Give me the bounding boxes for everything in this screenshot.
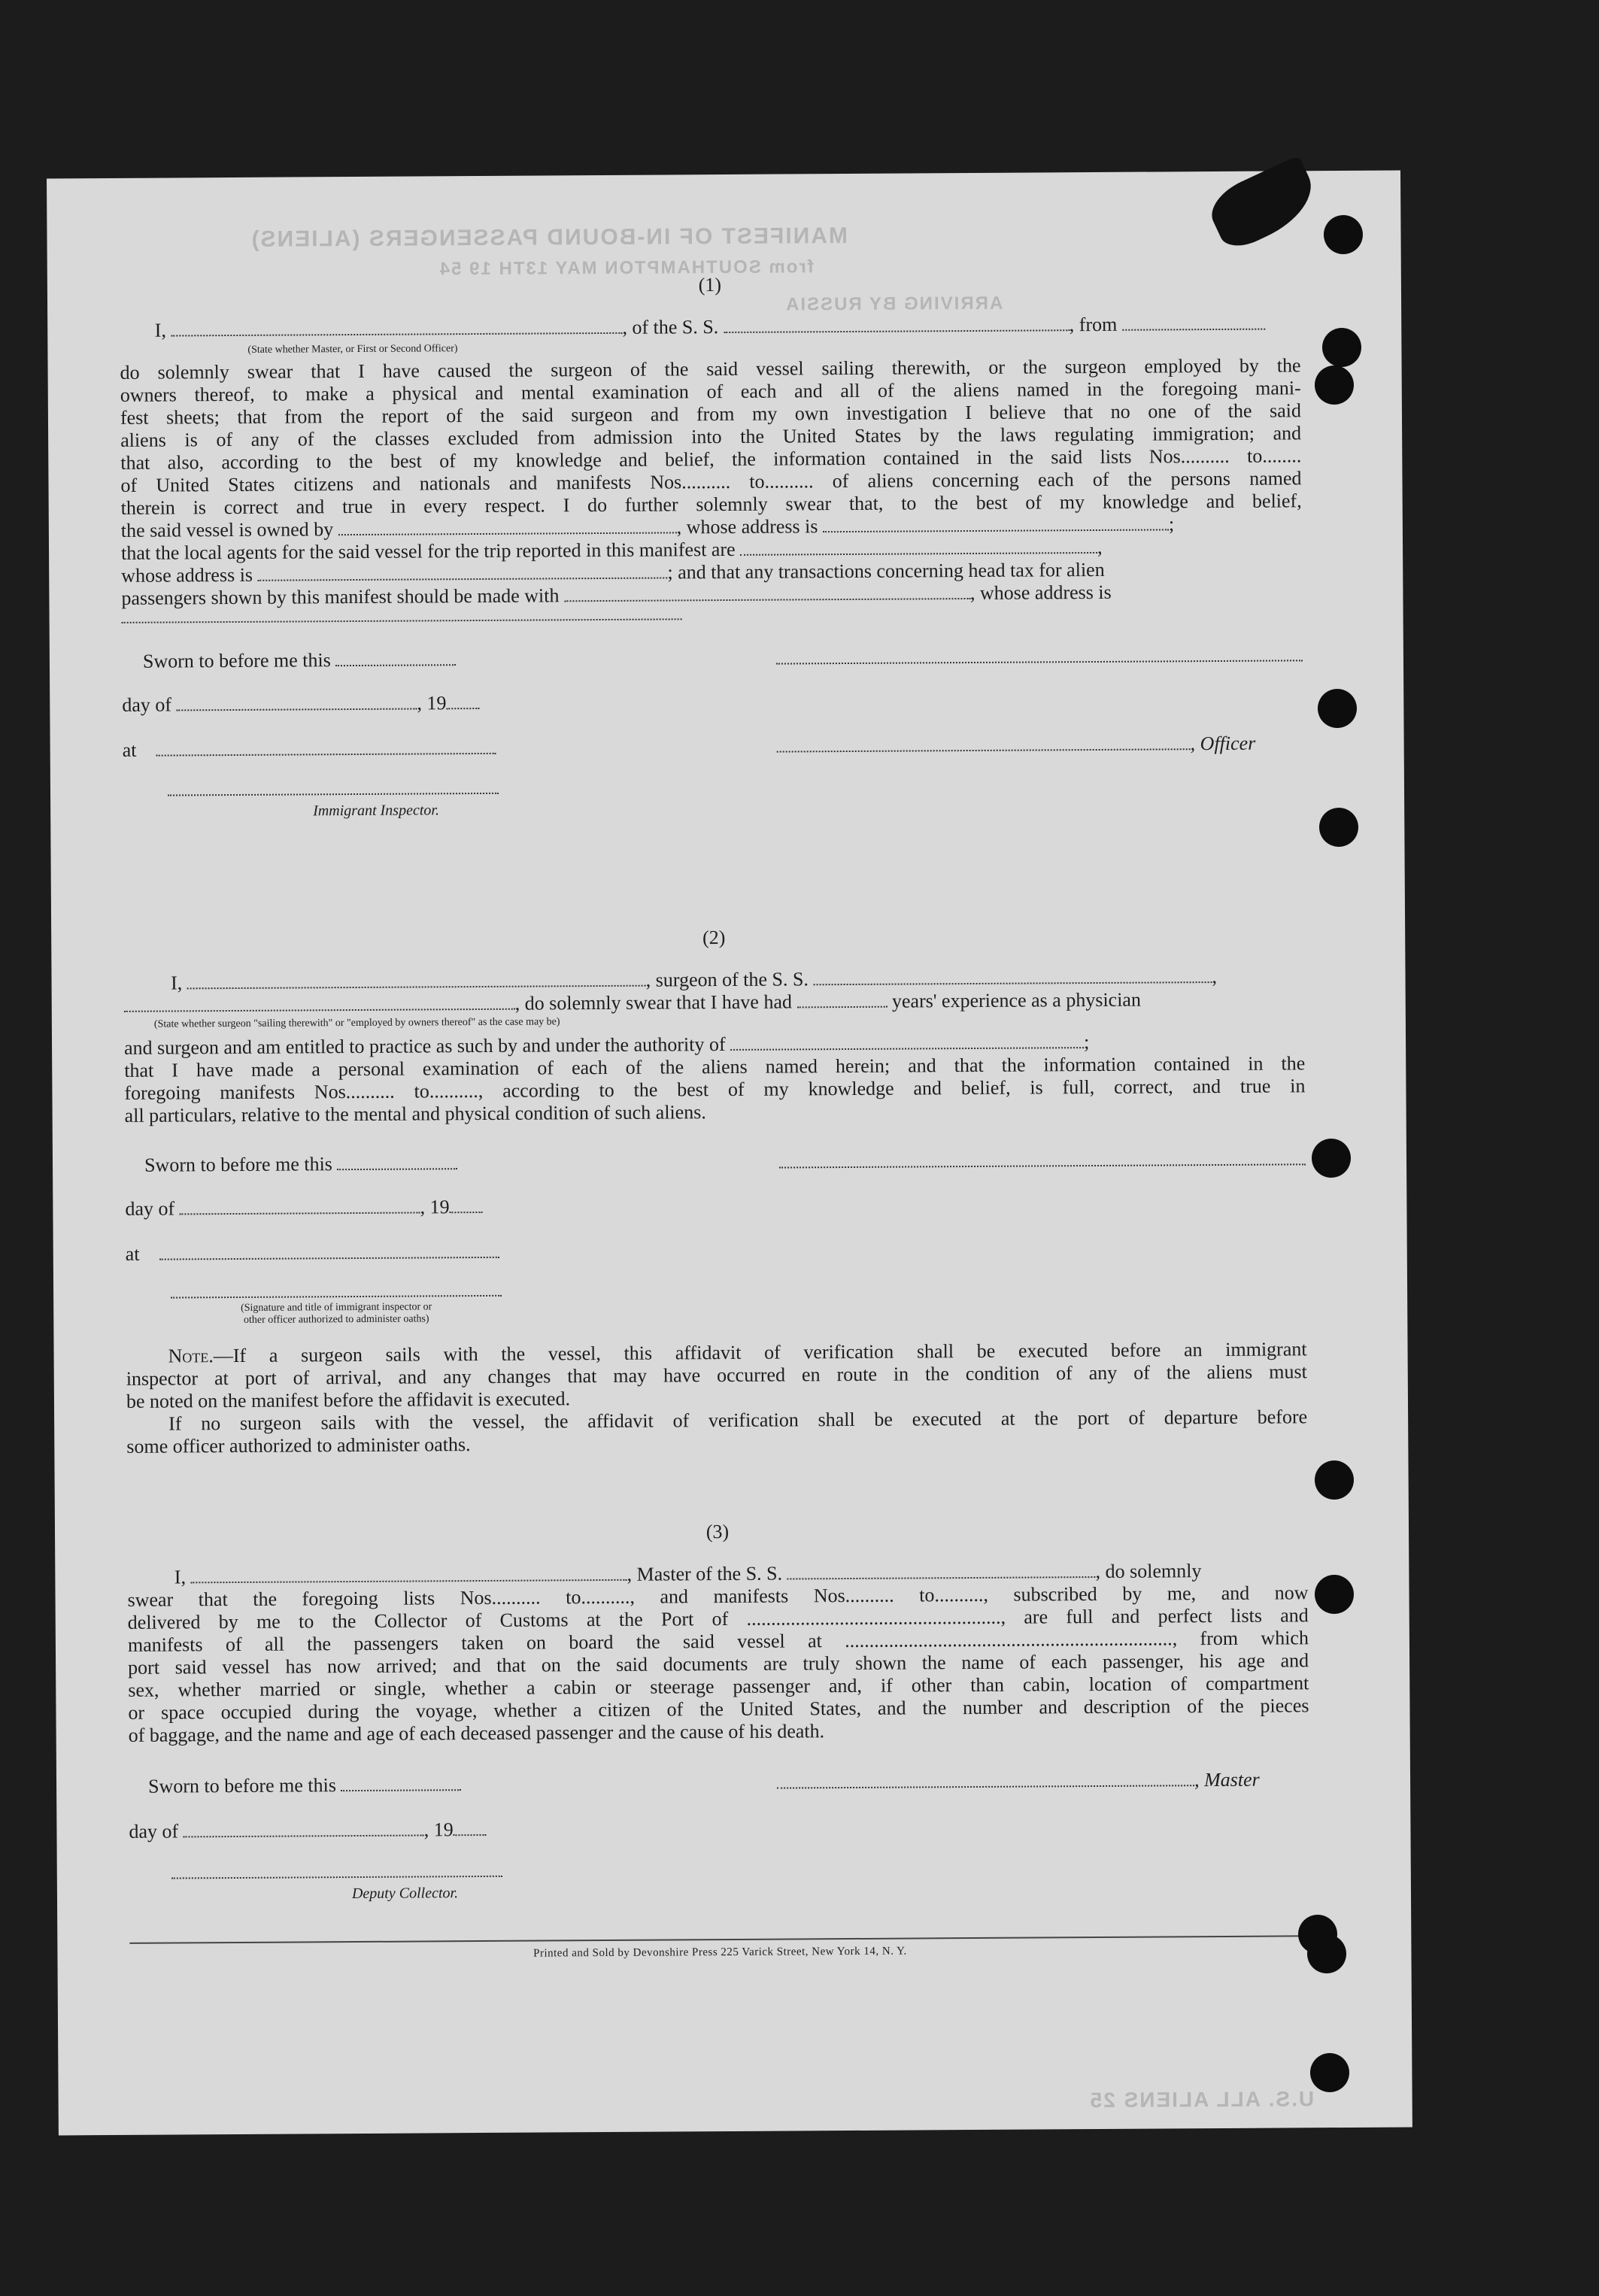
punch-hole [1310,2053,1349,2092]
vessel-name-field[interactable] [724,314,1070,333]
note-line-2: inspector at port of arrival, and any changes that may have occurred en route in the condition of any of the aliens must [126,1360,1307,1390]
section-1-place-field[interactable] [156,738,496,757]
day-of-label: day of [125,1197,175,1220]
day-of-label: day of [122,693,172,716]
bleed-through-vessel: ARRIVING BY RUSSIA [784,293,1003,315]
footer-rule [129,1935,1310,1944]
solemnly-text: , do solemnly swear that I have had [514,990,793,1015]
surgeon-of-label: , surgeon of the S. S. [645,968,809,991]
immigrant-inspector-label: Immigrant Inspector. [313,802,439,820]
section-3-body-1: swear that the foregoing lists Nos.......... to.........., and manifests Nos.......... to.........., subscribed by me, and now [127,1582,1309,1611]
head-tax-address-field[interactable] [122,618,682,623]
at-label: at [122,739,137,761]
surgeon-status-field[interactable] [124,993,515,1012]
section-1-place-line [123,737,496,762]
section-3-i: I, [174,1566,187,1588]
master-signature-field[interactable] [777,1770,1194,1788]
sworn-label: Sworn to before me this [147,1774,337,1797]
section-3-vessel-field[interactable] [787,1561,1096,1580]
officer-rank-note: (State whether Master, or First or Second Officer) [247,343,458,356]
section-3-month-field[interactable] [184,1819,424,1837]
master-label: , Master [1194,1768,1260,1791]
owner-address-label: , whose address is [676,515,818,538]
section-1-body-5: that also, according to the best of my knowledge and belief, the information contained in the said lists Nos.......... to........ [120,444,1302,474]
passengers-text: passengers shown by this manifest should be made with [121,584,560,609]
punch-hole [1315,1460,1354,1500]
printer-imprint: Printed and Sold by Devonshire Press 225 Varick Street, New York 14, N. Y. [533,1945,907,1960]
section-1-body-6: of United States citizens and nationals and manifests Nos.......... to.......... of aliens concerning each of the persons named [120,467,1302,496]
do-solemnly-text: , do solemnly [1095,1560,1202,1583]
officer-label: , Officer [1190,732,1256,755]
punch-hole [1307,1934,1346,1973]
surgeon-status-note: (State whether surgeon "sailing therewith" or "employed by owners thereof" as the case may be) [153,1016,560,1030]
local-agents-field[interactable] [740,537,1097,556]
master-of-label: , Master of the S. S. [627,1562,783,1585]
section-2-heading: (2) [702,927,726,949]
year-label: , 19 [420,1196,450,1218]
authorized-officer-signature-field[interactable] [171,1295,502,1299]
from-label: , from [1069,313,1118,336]
deputy-collector-label: Deputy Collector. [351,1885,459,1903]
inspector-signature-field[interactable] [168,793,499,796]
deputy-collector-signature-field[interactable] [171,1876,502,1879]
master-name-field[interactable] [190,1564,627,1584]
signature-note-line-1: (Signature and title of immigrant inspector or [241,1301,432,1314]
section-2-sworn [144,1152,458,1177]
section-1-opening-line [120,312,1300,342]
section-1-body-2: owners thereof, to make a physical and mental examination of each and all of the aliens named in the foregoing mani- [120,377,1301,406]
section-1-date-line [122,692,479,717]
signature-note-line-2: other officer authorized to administer oaths) [243,1313,429,1326]
officer-signature-line [777,732,1256,758]
of-the-ss-label: , of the S. S. [622,316,719,338]
punch-hole [1318,689,1357,728]
section-1-sworn [143,648,457,673]
section-3-heading: (3) [705,1520,730,1543]
head-tax-text: ; and that any transactions concerning head tax for alien [667,558,1105,584]
section-2-date-line [125,1196,482,1221]
note-text-1: —If a surgeon sails with the vessel, this affidavit of verification shall be executed before an immigrant [213,1338,1307,1367]
punch-hole [1315,1575,1354,1614]
section-3-body-2: delivered by me to the Collector of Customs at the Port of ...................................................., are full and perfect lists and [127,1604,1309,1633]
section-3-body-4: port said vessel has now arrived; and that on the said documents are truly shown the name of each passenger, his age and [128,1649,1309,1679]
section-1-officer-signature[interactable] [776,660,1303,664]
section-2-opening-line: I, , surgeon of the S. S. , [170,966,1217,994]
section-2-body-2: foregoing manifests Nos.......... to.........., according to the best of my knowledge and belief, is full, correct, and true in [124,1075,1306,1104]
punch-hole [1312,1139,1351,1178]
from-port-field[interactable] [1122,314,1265,331]
section-2-year-field[interactable] [449,1197,482,1213]
bleed-through-route: from SOUTHAMPTON MAY 13TH 19 54 [438,256,814,280]
agents-line: that the local agents for the said vessel for the trip reported in this manifest are , [120,535,1103,564]
section-1-i: I, [154,319,167,341]
year-label: , 19 [423,1818,454,1841]
section-2-body-1: that I have made a personal examination of each of the aliens named herein; and that the information contained in the [124,1052,1306,1081]
section-1-body-3: fest sheets; that from the report of the said surgeon and from my own investigation I believe that no one of the said [120,399,1302,429]
section-1-year-field[interactable] [446,693,479,709]
section-3-sworn-day-field[interactable] [341,1774,461,1791]
section-2-place-field[interactable] [159,1242,499,1260]
note-line-3: be noted on the manifest before the affidavit is executed. [126,1388,571,1412]
section-2-i: I, [170,972,183,994]
punch-hole [1322,328,1361,367]
punch-hole [1315,365,1354,405]
years-text: years' experience as a physician [891,988,1142,1012]
note-label: Note. [168,1345,214,1367]
section-1-body-7: therein is correct and true in every respect. I do further solemnly swear that, to the best of my knowledge and belief, [120,490,1302,519]
section-2-place-line [126,1241,499,1266]
signature-title-note [201,1301,472,1327]
section-1-month-field[interactable] [176,693,417,711]
year-label: , 19 [417,692,447,714]
note-line-5: some officer authorized to administer oaths. [126,1433,471,1457]
section-2-month-field[interactable] [180,1197,420,1215]
section-3-body-7: of baggage, and the name and age of each deceased passenger and the cause of his death. [128,1720,825,1746]
note-text-4: If no surgeon sails with the vessel, the affidavit of verification shall be executed at the port of departure before [168,1406,1308,1435]
at-label: at [125,1242,140,1265]
section-2-vessel-field[interactable] [813,966,1212,985]
owner-address-field[interactable] [823,514,1169,532]
owner-line: the said vessel is owned by , whose address is ; [120,513,1175,541]
bleed-through-title: MANIFEST OF IN-BOUND PASSENGERS (ALIENS) [250,223,848,252]
surgeon-name-field[interactable] [187,970,646,990]
document-page [47,171,1412,2136]
owner-field[interactable] [338,517,677,535]
section-3-sworn [148,1773,462,1798]
agents-address-label: whose address is [121,563,253,587]
head-tax-agent-field[interactable] [564,583,970,602]
section-1-sworn-day-field[interactable] [335,649,456,666]
agents-address-field[interactable] [257,562,667,581]
authority-text: and surgeon and am entitled to practice as such by and under the authority of [123,1033,726,1059]
head-tax-address-label: , whose address is [969,581,1112,605]
section-3-body-6: or space occupied during the voyage, whether a citizen of the United States, and the number and description of the pieces [128,1694,1309,1724]
owned-by-label: the said vessel is owned by [120,518,334,541]
officer-name-field[interactable] [171,317,622,337]
surgeon-signature-field[interactable] [779,1163,1306,1168]
bleed-through-footer: U.S. ALL ALIENS 25 [1088,2087,1315,2113]
section-2-authority-line: and surgeon and am entitled to practice as such by and under the authority of ; [123,1031,1090,1059]
master-signature-line [777,1769,1260,1794]
years-experience-field[interactable] [796,991,887,1008]
section-2-sworn-day-field[interactable] [337,1153,457,1170]
section-3-year-field[interactable] [454,1819,487,1836]
section-3-date-line [129,1818,486,1843]
sworn-label: Sworn to before me this [144,1153,332,1176]
section-3-body-5: sex, whether married or single, whether a cabin or steerage passenger and, if other than cabin, location of compartment [128,1672,1309,1701]
authority-field[interactable] [730,1032,1084,1051]
officer-title-field[interactable] [777,733,1191,752]
section-1-body-4: aliens is of any of the classes excluded from admission into the United States by the laws regulating immigration; and [120,422,1302,451]
day-of-label: day of [129,1820,179,1843]
section-1-heading: (1) [698,274,722,296]
section-1-body-1: do solemnly swear that I have caused the surgeon of the said vessel sailing therewith, or the surgeon employed by the [120,354,1301,384]
sworn-label: Sworn to before me this [142,649,331,672]
section-2-body-3: all particulars, relative to the mental and physical condition of such aliens. [124,1101,706,1127]
section-3-body-3: manifests of all the passengers taken on board the said vessel at ..................................................................., from which [127,1627,1309,1656]
punch-hole [1324,215,1363,254]
local-agents-label: that the local agents for the said vessel for the trip reported in this manifest are [120,538,736,564]
punch-hole [1319,808,1358,847]
